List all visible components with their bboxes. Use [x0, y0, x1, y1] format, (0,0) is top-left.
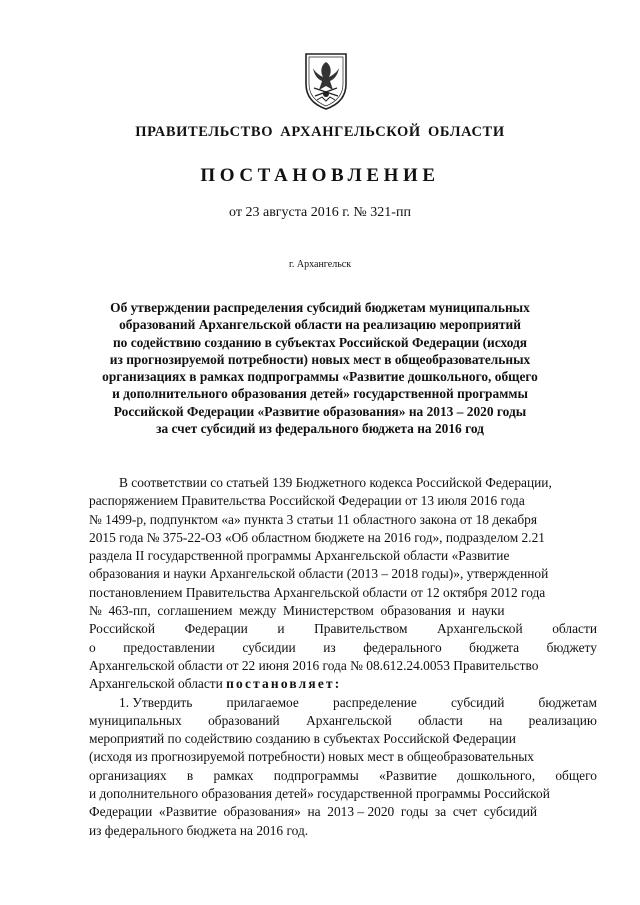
word: и: [277, 621, 285, 637]
preamble-line: раздела II государственной программы Архангельской области «Развитие: [89, 548, 510, 564]
word: из: [323, 639, 336, 655]
preamble-line: постановлением Правительства Архангельской области от 12 октября 2012 года: [89, 584, 546, 600]
word: субсидий: [451, 694, 505, 710]
word: в: [186, 767, 194, 783]
coat-of-arms-icon: [302, 50, 350, 112]
word: дошкольного,: [457, 767, 536, 783]
document-heading: [80, 299, 560, 437]
word: прилагаемое: [226, 694, 299, 710]
preamble-line-resolution: [89, 675, 597, 693]
preamble-line: Архангельской области от 22 июня 2016 года № 08.612.24.0053 Правительство: [89, 657, 539, 673]
item-line: из федерального бюджета на 2016 год.: [89, 822, 309, 838]
word: области: [418, 712, 463, 728]
word: федерального: [363, 639, 442, 655]
heading-line: образований Архангельской области на реализацию мероприятий: [119, 317, 521, 333]
word: бюджету: [546, 639, 597, 655]
preamble-line: № 463-пп, соглашением между Министерством образования и науки: [89, 603, 505, 619]
document-type: ПОСТАНОВЛЕНИЕ: [200, 165, 440, 186]
heading-line: из прогнозируемой потребности) новых мест в общеобразовательных: [109, 351, 531, 367]
word: Архангельской: [437, 621, 523, 637]
document-body: [89, 474, 597, 840]
word: общего: [555, 767, 597, 783]
government-title: ПРАВИТЕЛЬСТВО АРХАНГЕЛЬСКОЙ ОБЛАСТИ: [135, 124, 505, 140]
word: о: [89, 639, 96, 655]
word: организациях: [89, 767, 167, 783]
preamble-line: 2015 года № 375-22-ОЗ «Об областном бюджете на 2016 год», подразделом 2.21: [89, 529, 545, 545]
item-line: Федерации «Развитие образования» на 2013 – 2020 годы за счет субсидий: [89, 804, 538, 820]
resolution-prefix: Архангельской области: [89, 676, 227, 692]
word: Федерации: [184, 621, 248, 637]
word: предоставлении: [123, 639, 215, 655]
word: «Развитие: [378, 767, 437, 783]
word: на: [489, 712, 503, 728]
word: реализацию: [528, 712, 597, 728]
word: Правительством: [314, 621, 408, 637]
word: бюджетам: [538, 694, 597, 710]
preamble-line-justified: [89, 620, 597, 638]
item-line-justified: [89, 712, 597, 730]
heading-line: Российской Федерации «Развитие образования» на 2013 – 2020 годы: [113, 403, 527, 419]
document-city: г. Архангельск: [288, 259, 352, 270]
preamble-line: распоряжением Правительства Российской Федерации от 13 июля 2016 года: [89, 493, 525, 509]
resolution-word: постановляет:: [226, 676, 342, 692]
item-line: (исходя из прогнозируемой потребности) новых мест в общеобразовательных: [89, 749, 534, 765]
heading-line: по содействию созданию в субъектах Российской Федерации (исходя: [112, 334, 528, 350]
word: 1. Утвердить: [119, 694, 193, 710]
word: образований: [208, 712, 280, 728]
heading-line: Об утверждении распределения субсидий бюджетам муниципальных: [110, 300, 530, 315]
word: Российской: [89, 621, 155, 637]
word: муниципальных: [89, 712, 182, 728]
preamble-line: № 1499-р, подпунктом «а» пункта 3 статьи 11 областного закона от 18 декабря: [89, 511, 537, 527]
preamble-line-justified: [89, 639, 597, 657]
word: бюджета: [469, 639, 520, 655]
word: рамках: [213, 767, 254, 783]
heading-line: и дополнительного образования детей» государственной программы: [112, 386, 528, 402]
heading-line: организациях в рамках подпрограммы «Развитие дошкольного, общего: [102, 369, 538, 385]
word: области: [552, 621, 597, 637]
word: распределение: [333, 694, 417, 710]
preamble-line: образования и науки Архангельской области (2013 – 2018 годы)», утвержденной: [89, 566, 549, 582]
heading-line: за счет субсидий из федерального бюджета на 2016 год: [156, 421, 484, 437]
word: Архангельской: [306, 712, 392, 728]
item-line-justified: [89, 767, 597, 785]
item-line-justified: [89, 694, 597, 712]
word: субсидии: [242, 639, 296, 655]
item-line: мероприятий по содействию созданию в субъектах Российской Федерации: [89, 731, 516, 747]
preamble-line: В соответствии со статьей 139 Бюджетного кодекса Российской Федерации,: [119, 475, 552, 490]
document-date-number: от 23 августа 2016 г. № 321-пп: [229, 205, 411, 220]
item-line: и дополнительного образования детей» государственной программы Российской: [89, 786, 550, 802]
word: подпрограммы: [273, 767, 359, 783]
